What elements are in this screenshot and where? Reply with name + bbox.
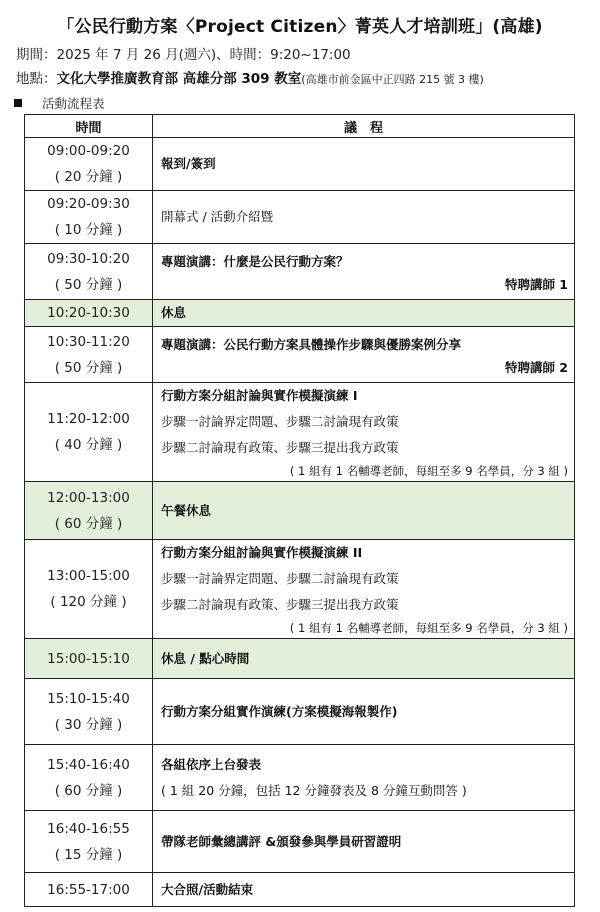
- table-header-row: [25, 115, 575, 138]
- header-time: 時間: [25, 115, 153, 138]
- table-row: [25, 327, 575, 383]
- location-line: [16, 70, 484, 89]
- schedule-table: [24, 114, 575, 907]
- time-cell: 09:00-09:20 ( 20 分鐘 ): [25, 138, 153, 191]
- table-row: [25, 679, 575, 745]
- table-row: [25, 244, 575, 300]
- speaker-label: 特聘講師 2: [504, 359, 568, 375]
- section-title: 活動流程表: [42, 96, 105, 111]
- time-cell: 13:00-15:00 ( 120 分鐘 ): [25, 540, 153, 639]
- agenda-cell: 行動方案分組討論與實作模擬演練 I 步驟一討論界定問題、步驟二討論現有政策 步驟二討論現有政策、步驟三提出我方政策 ( 1 組有 1 名輔導老師，每組至多 9 名學員，分 3 組 ): [153, 383, 575, 482]
- time-cell: 11:20-12:00 ( 40 分鐘 ): [25, 383, 153, 482]
- time-cell: 12:00-13:00 ( 60 分鐘 ): [25, 482, 153, 540]
- group-note: ( 1 組有 1 名輔導老師，每組至多 9 名學員，分 3 組 ): [289, 621, 568, 635]
- square-bullet-icon: [14, 99, 22, 107]
- time-cell: 16:55-17:00: [25, 873, 153, 907]
- header-agenda: 議 程: [153, 115, 575, 138]
- group-note: ( 1 組有 1 名輔導老師，每組至多 9 名學員，分 3 組 ): [289, 464, 568, 478]
- agenda-cell: 帶隊老師彙總講評 &頒發參與學員研習證明: [153, 811, 575, 873]
- agenda-cell: 休息: [153, 300, 575, 327]
- table-row: [25, 191, 575, 244]
- agenda-cell: 休息 / 點心時間: [153, 639, 575, 679]
- section-heading: [14, 94, 105, 112]
- agenda-cell: 行動方案分組討論與實作模擬演練 II 步驟一討論界定問題、步驟二討論現有政策 步驟二討論現有政策、步驟三提出我方政策 ( 1 組有 1 名輔導老師，每組至多 9 名學員，分 3 組 ): [153, 540, 575, 639]
- agenda-cell: 午餐休息: [153, 482, 575, 540]
- table-row: [25, 811, 575, 873]
- time-cell: 15:40-16:40 ( 60 分鐘 ): [25, 745, 153, 811]
- location-venue: 文化大學推廣教育部 高雄分部 309 教室: [56, 71, 302, 87]
- agenda-cell: 專題演講：公民行動方案具體操作步驟與優勝案例分享 特聘講師 2: [153, 327, 575, 383]
- time-cell: 15:00-15:10: [25, 639, 153, 679]
- agenda-cell: 報到/簽到: [153, 138, 575, 191]
- table-row: [25, 540, 575, 639]
- date-time-line: 期間：2025 年 7 月 26 月(週六)、時間：9:20~17:00: [16, 47, 351, 63]
- table-row-break: [25, 639, 575, 679]
- table-row: [25, 383, 575, 482]
- speaker-label: 特聘講師 1: [504, 276, 568, 292]
- time-cell: 09:20-09:30 ( 10 分鐘 ): [25, 191, 153, 244]
- agenda-cell: 各組依序上台發表 ( 1 組 20 分鐘，包括 12 分鐘發表及 8 分鐘互動問答 ): [153, 745, 575, 811]
- table-row: [25, 138, 575, 191]
- location-label: 地點：: [16, 71, 57, 87]
- agenda-cell: 開幕式 / 活動介紹暨: [153, 191, 575, 244]
- agenda-cell: 大合照/活動結束: [153, 873, 575, 907]
- location-address: (高雄市前金區中正四路 215 號 3 樓): [301, 73, 484, 86]
- time-cell: 16:40-16:55 ( 15 分鐘 ): [25, 811, 153, 873]
- table-row-break: [25, 300, 575, 327]
- time-cell: 09:30-10:20 ( 50 分鐘 ): [25, 244, 153, 300]
- agenda-cell: 行動方案分組實作演練(方案模擬海報製作): [153, 679, 575, 745]
- table-row: [25, 873, 575, 907]
- table-row: [25, 745, 575, 811]
- table-row-break: [25, 482, 575, 540]
- time-cell: 10:30-11:20 ( 50 分鐘 ): [25, 327, 153, 383]
- document-title: 「公民行動方案〈Project Citizen〉菁英人才培訓班」(高雄): [57, 17, 543, 37]
- time-cell: 15:10-15:40 ( 30 分鐘 ): [25, 679, 153, 745]
- agenda-cell: 專題演講：什麼是公民行動方案？ 特聘講師 1: [153, 244, 575, 300]
- time-cell: 10:20-10:30: [25, 300, 153, 327]
